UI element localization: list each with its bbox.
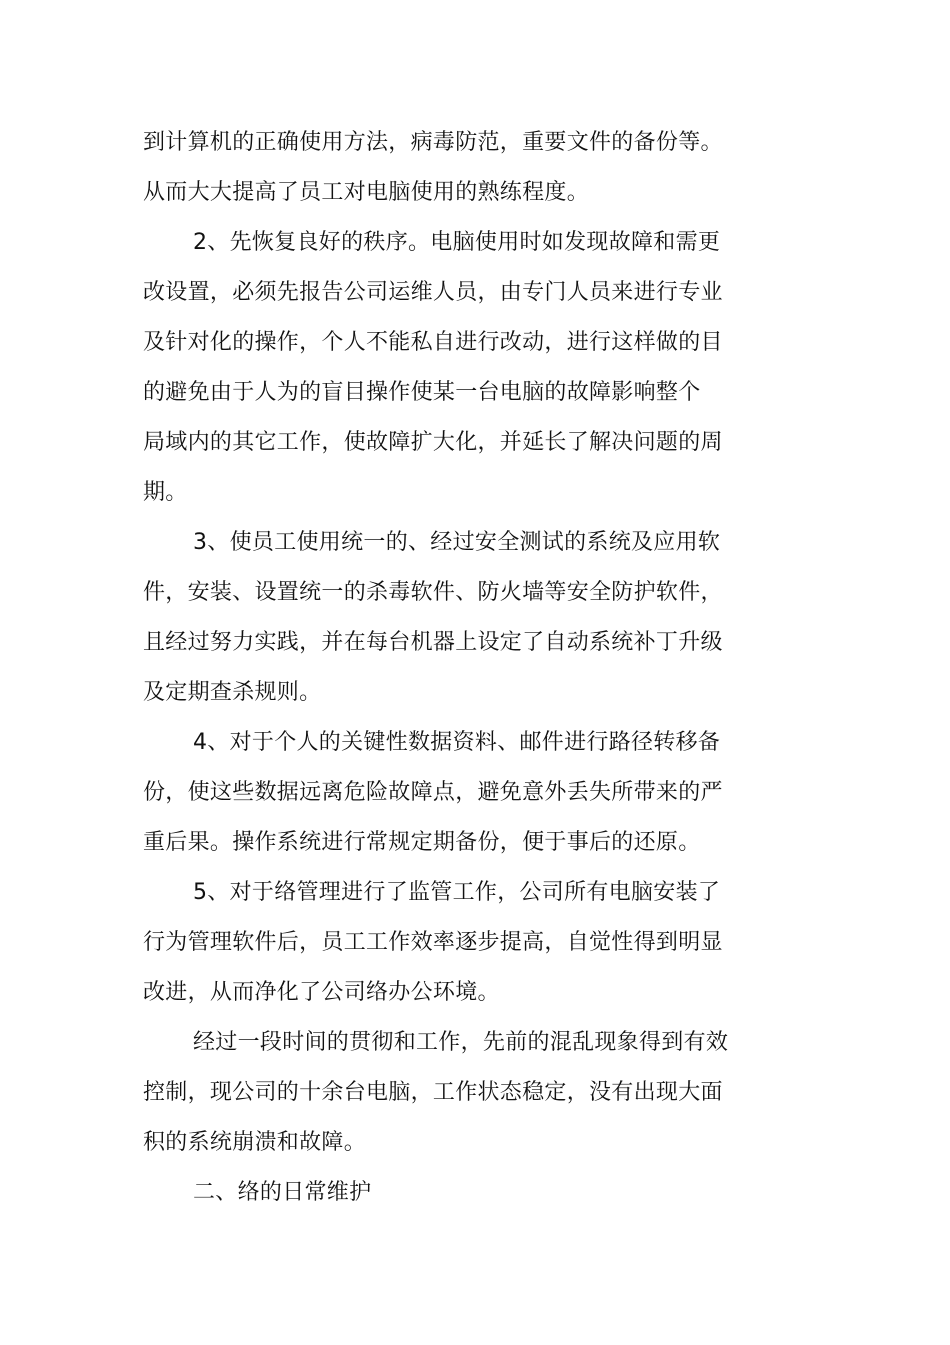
- text-line: 积的系统崩溃和故障。: [143, 1130, 367, 1155]
- text-line: 控制，现公司的十余台电脑，工作状态稳定，没有出现大面: [143, 1080, 723, 1105]
- text-line: 件，安装、设置统一的杀毒软件、防火墙等安全防护软件，: [143, 580, 723, 605]
- text-line: 4、对于个人的关键性数据资料、邮件进行路径转移备: [193, 730, 721, 755]
- text-line: 且经过努力实践，并在每台机器上设定了自动系统补丁升级: [143, 630, 723, 655]
- text-line: 从而大大提高了员工对电脑使用的熟练程度。: [143, 180, 590, 205]
- text-line: 及定期查杀规则。: [143, 680, 322, 705]
- text-line: 份，使这些数据远离危险故障点，避免意外丢失所带来的严: [143, 780, 723, 805]
- text-line: 及针对化的操作，个人不能私自进行改动，进行这样做的目: [143, 330, 723, 355]
- text-line: 经过一段时间的贯彻和工作，先前的混乱现象得到有效: [193, 1030, 729, 1055]
- text-line: 期。: [143, 480, 188, 505]
- text-line: 行为管理软件后，员工工作效率逐步提高，自觉性得到明显: [143, 930, 723, 955]
- text-line: 改设置，必须先报告公司运维人员，由专门人员来进行专业: [143, 280, 723, 305]
- text-line: 局域内的其它工作，使故障扩大化，并延长了解决问题的周: [143, 430, 723, 455]
- text-line: 改进，从而净化了公司络办公环境。: [143, 980, 500, 1005]
- text-line: 5、对于络管理进行了监管工作，公司所有电脑安装了: [193, 880, 721, 905]
- text-line: 重后果。操作系统进行常规定期备份，便于事后的还原。: [143, 830, 701, 855]
- text-line: 2、先恢复良好的秩序。电脑使用时如发现故障和需更: [193, 230, 721, 255]
- text-line: 3、使员工使用统一的、经过安全测试的系统及应用软: [193, 530, 721, 555]
- text-line: 到计算机的正确使用方法，病毒防范，重要文件的备份等。: [143, 130, 723, 155]
- section-heading: 二、络的日常维护: [193, 1180, 372, 1205]
- text-line: 的避免由于人为的盲目操作使某一台电脑的故障影响整个: [143, 380, 701, 405]
